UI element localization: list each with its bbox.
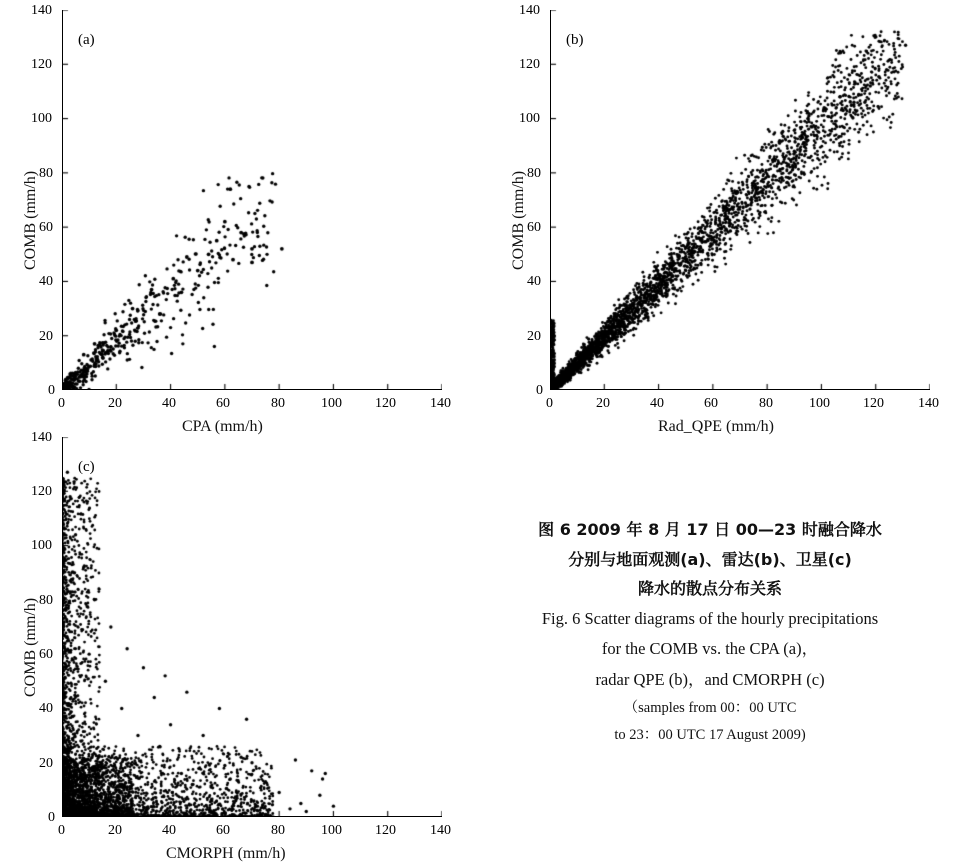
panel-c-xlabel: CMORPH (mm/h) — [166, 845, 286, 862]
panel-a-ytick-120: 120 — [31, 57, 52, 72]
panel-c-ytick-140: 140 — [31, 430, 52, 445]
panel-b-plot — [488, 0, 958, 435]
panel-a-xtick-100: 100 — [321, 396, 342, 411]
panel-b-xtick-140: 140 — [918, 396, 939, 411]
panel-b — [488, 0, 958, 435]
panel-a-xtick-20: 20 — [108, 396, 122, 411]
panel-c-xtick-60: 60 — [216, 823, 230, 838]
panel-a-plot — [0, 0, 470, 435]
panel-b-xtick-60: 60 — [704, 396, 718, 411]
panel-c-xtick-100: 100 — [321, 823, 342, 838]
panel-b-axes — [550, 10, 930, 390]
caption-en-line-2: for the COMB vs. the CPA (a)， — [601, 639, 819, 659]
caption-en-line-1: Fig. 6 Scatter diagrams of the hourly precipitations — [541, 608, 879, 628]
panel-a-ytick-40: 40 — [39, 274, 53, 289]
panel-a-ytick-0: 0 — [48, 383, 55, 398]
panel-c-ytick-0: 0 — [48, 810, 55, 825]
panel-c-ytick-80: 80 — [39, 593, 53, 608]
panel-a-ytick-80: 80 — [39, 166, 53, 181]
caption-en-small-line-1: （samples from 00：00 UTC — [623, 700, 797, 717]
panel-b-ytick-40: 40 — [527, 274, 541, 289]
panel-b-ytick-100: 100 — [519, 111, 540, 126]
panel-a-xtick-40: 40 — [162, 396, 176, 411]
panel-c-ytick-120: 120 — [31, 484, 52, 499]
panel-c-xtick-120: 120 — [375, 823, 396, 838]
panel-b-xtick-120: 120 — [863, 396, 884, 411]
figure-caption — [470, 515, 950, 749]
panel-b-ytick-120: 120 — [519, 57, 540, 72]
caption-cn-line-1: 图 6 2009 年 8 月 17 日 00—23 时融合降水 — [538, 520, 882, 539]
caption-en-small-line-2: to 23：00 UTC 17 August 2009) — [614, 727, 806, 744]
panel-b-ylabel: COMB (mm/h) — [510, 170, 527, 270]
panel-a-ytick-60: 60 — [39, 220, 53, 235]
panel-a-ytick-100: 100 — [31, 111, 52, 126]
panel-a-xtick-140: 140 — [430, 396, 451, 411]
panel-c-axes — [62, 437, 442, 817]
caption-cn-line-3: 降水的散点分布关系 — [637, 579, 782, 599]
panel-a-ytick-140: 140 — [31, 3, 52, 18]
panel-a-xtick-80: 80 — [271, 396, 285, 411]
panel-a-xtick-120: 120 — [375, 396, 396, 411]
caption-en-line-3: radar QPE (b)，and CMORPH (c) — [595, 669, 825, 689]
panel-b-xtick-40: 40 — [650, 396, 664, 411]
panel-c-xtick-20: 20 — [108, 823, 122, 838]
panel-a-ytick-20: 20 — [39, 329, 53, 344]
caption-cn-line-2: 分别与地面观测(a)、雷达(b)、卫星(c) — [568, 549, 852, 569]
panel-a — [0, 0, 470, 435]
panel-b-ytick-60: 60 — [527, 220, 541, 235]
panel-a-xtick-0: 0 — [58, 396, 65, 411]
panel-c-plot — [0, 425, 470, 862]
panel-c-ytick-60: 60 — [39, 647, 53, 662]
panel-b-xtick-100: 100 — [809, 396, 830, 411]
panel-c-xtick-80: 80 — [271, 823, 285, 838]
panel-c-ytick-20: 20 — [39, 756, 53, 771]
panel-c-tag: (c) — [78, 459, 95, 475]
panel-c-xtick-0: 0 — [58, 823, 65, 838]
panel-b-xlabel: Rad_QPE (mm/h) — [658, 418, 774, 435]
panel-b-tag: (b) — [566, 32, 584, 48]
panel-b-xtick-20: 20 — [596, 396, 610, 411]
panel-c-xtick-40: 40 — [162, 823, 176, 838]
panel-b-xtick-0: 0 — [546, 396, 553, 411]
panel-c — [0, 425, 470, 862]
panel-a-ylabel: COMB (mm/h) — [22, 170, 39, 270]
panel-b-ytick-140: 140 — [519, 3, 540, 18]
panel-c-ytick-100: 100 — [31, 538, 52, 553]
panel-b-ytick-0: 0 — [536, 383, 543, 398]
panel-c-xtick-140: 140 — [430, 823, 451, 838]
panel-b-xtick-80: 80 — [759, 396, 773, 411]
panel-b-ytick-20: 20 — [527, 329, 541, 344]
panel-a-tag: (a) — [78, 32, 95, 48]
panel-b-ytick-80: 80 — [527, 166, 541, 181]
panel-c-ytick-40: 40 — [39, 701, 53, 716]
panel-c-ylabel: COMB (mm/h) — [22, 597, 39, 697]
panel-a-axes — [62, 10, 442, 390]
panel-a-xlabel: CPA (mm/h) — [182, 418, 263, 435]
panel-a-xtick-60: 60 — [216, 396, 230, 411]
